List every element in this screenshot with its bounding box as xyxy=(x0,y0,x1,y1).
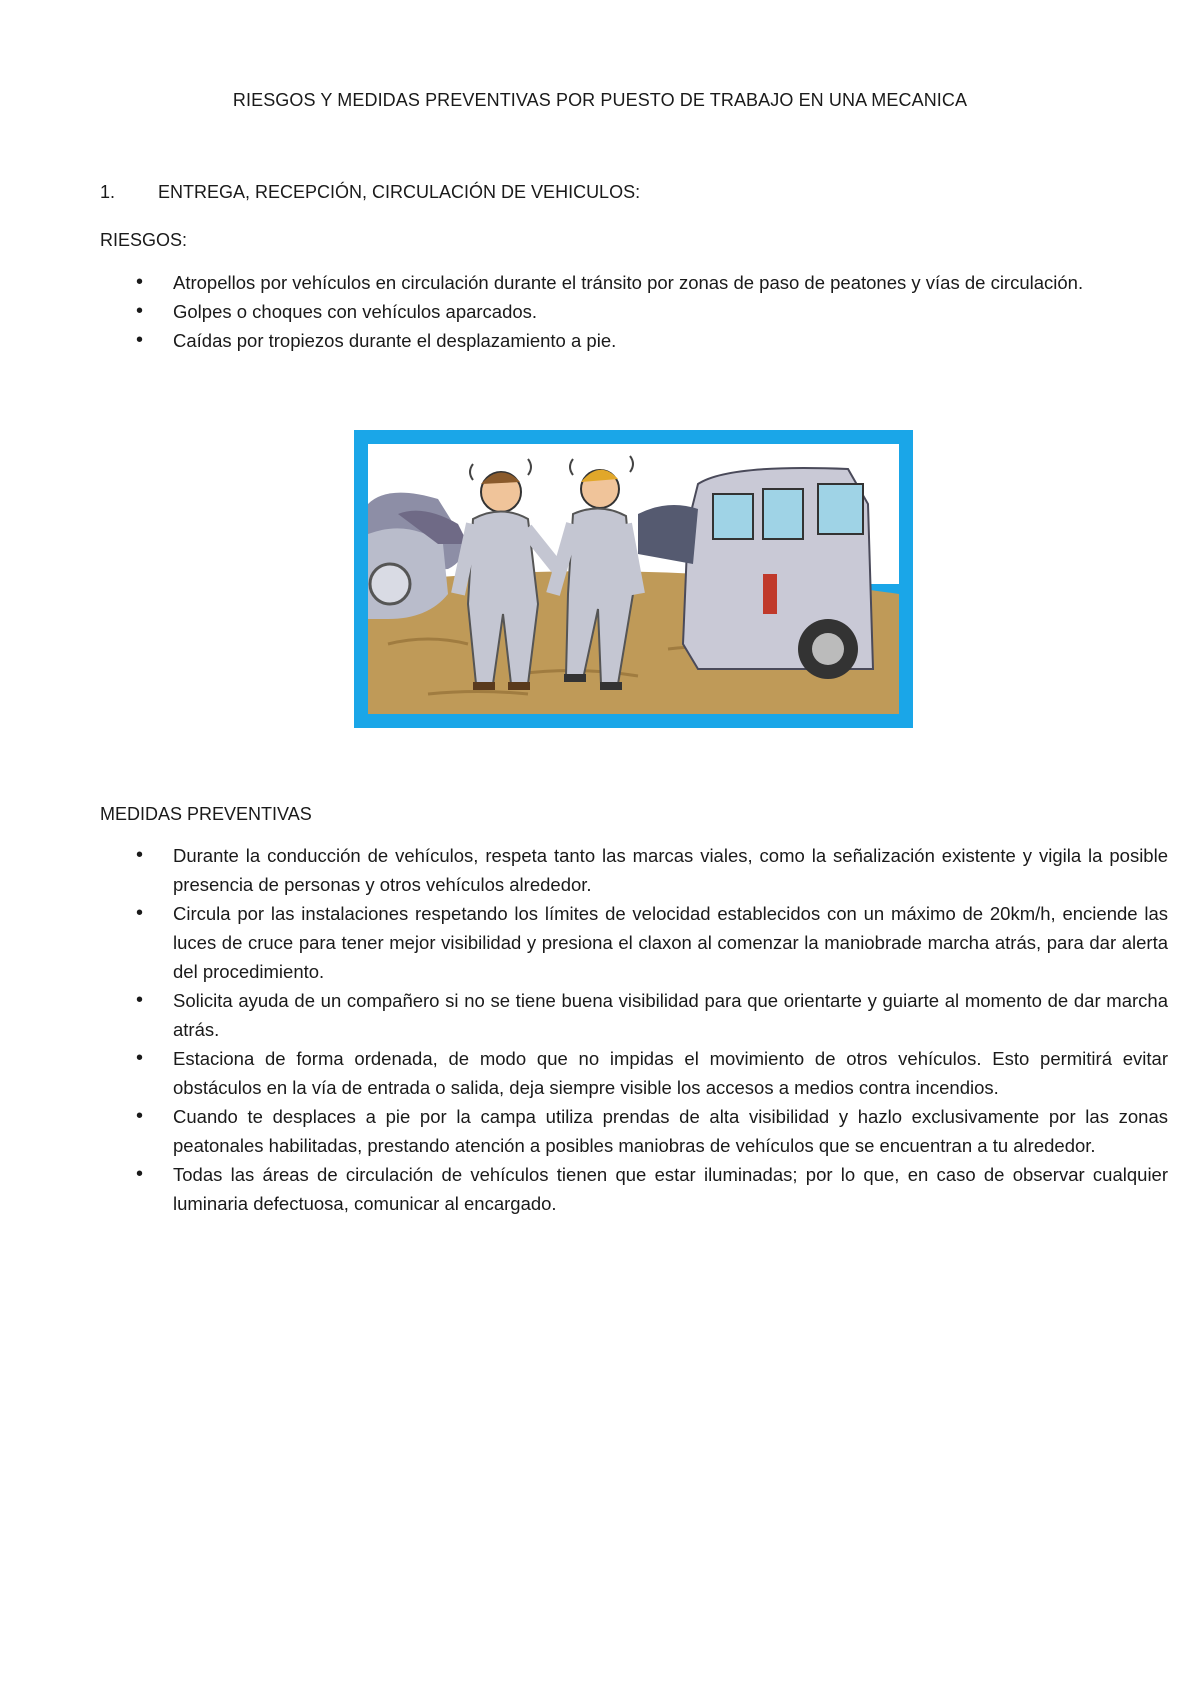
list-item: • Circula por las instalaciones respetando los límites de velocidad establecidos con un máximo de 20km/h, enciende las luces de cruce para tener mejor visibilidad y presiona el claxon al comenzar la maniobrade marcha atrás, para dar alerta del procedimiento. xyxy=(100,899,1168,986)
list-item: • Todas las áreas de circulación de vehículos tienen que estar iluminadas; por lo que, en caso de observar cualquier luminaria defectuosa, comunicar al encargado. xyxy=(100,1160,1168,1218)
riesgos-label: RIESGOS: xyxy=(100,230,188,250)
list-item: • Durante la conducción de vehículos, respeta tanto las marcas viales, como la señalización existente y vigila la posible presencia de personas y otros vehículos alrededor. xyxy=(100,841,1168,899)
section-heading xyxy=(100,182,640,203)
riesgos-list xyxy=(100,268,1168,355)
illustration-frame xyxy=(354,430,913,728)
list-item: • Golpes o choques con vehículos aparcados. xyxy=(100,297,1168,326)
list-item: • Cuando te desplaces a pie por la campa utiliza prendas de alta visibilidad y hazlo exclusivamente por las zonas peatonales habilitadas, prestando atención a posibles maniobras de vehículos que se encuentran a tu alrededor. xyxy=(100,1102,1168,1160)
medidas-list xyxy=(100,841,1168,1218)
section-number: 1. xyxy=(100,182,116,202)
page-title: RIESGOS Y MEDIDAS PREVENTIVAS POR PUESTO DE TRABAJO EN UNA MECANICA xyxy=(232,90,968,110)
section-title: ENTREGA, RECEPCIÓN, CIRCULACIÓN DE VEHICULOS: xyxy=(158,182,641,202)
medidas-label: MEDIDAS PREVENTIVAS xyxy=(100,804,312,824)
list-item: • Estaciona de forma ordenada, de modo que no impidas el movimiento de otros vehículos. Esto permitirá evitar obstáculos en la vía de entrada o salida, deja siempre visible los accesos a medios contra incendios. xyxy=(100,1044,1168,1102)
list-item: • Caídas por tropiezos durante el desplazamiento a pie. xyxy=(100,326,1168,355)
list-item: • Solicita ayuda de un compañero si no se tiene buena visibilidad para que orientarte y guiarte al momento de dar marcha atrás. xyxy=(100,986,1168,1044)
workers-parking-illustration xyxy=(368,444,899,714)
list-item: • Atropellos por vehículos en circulación durante el tránsito por zonas de paso de peatones y vías de circulación. xyxy=(100,268,1168,297)
